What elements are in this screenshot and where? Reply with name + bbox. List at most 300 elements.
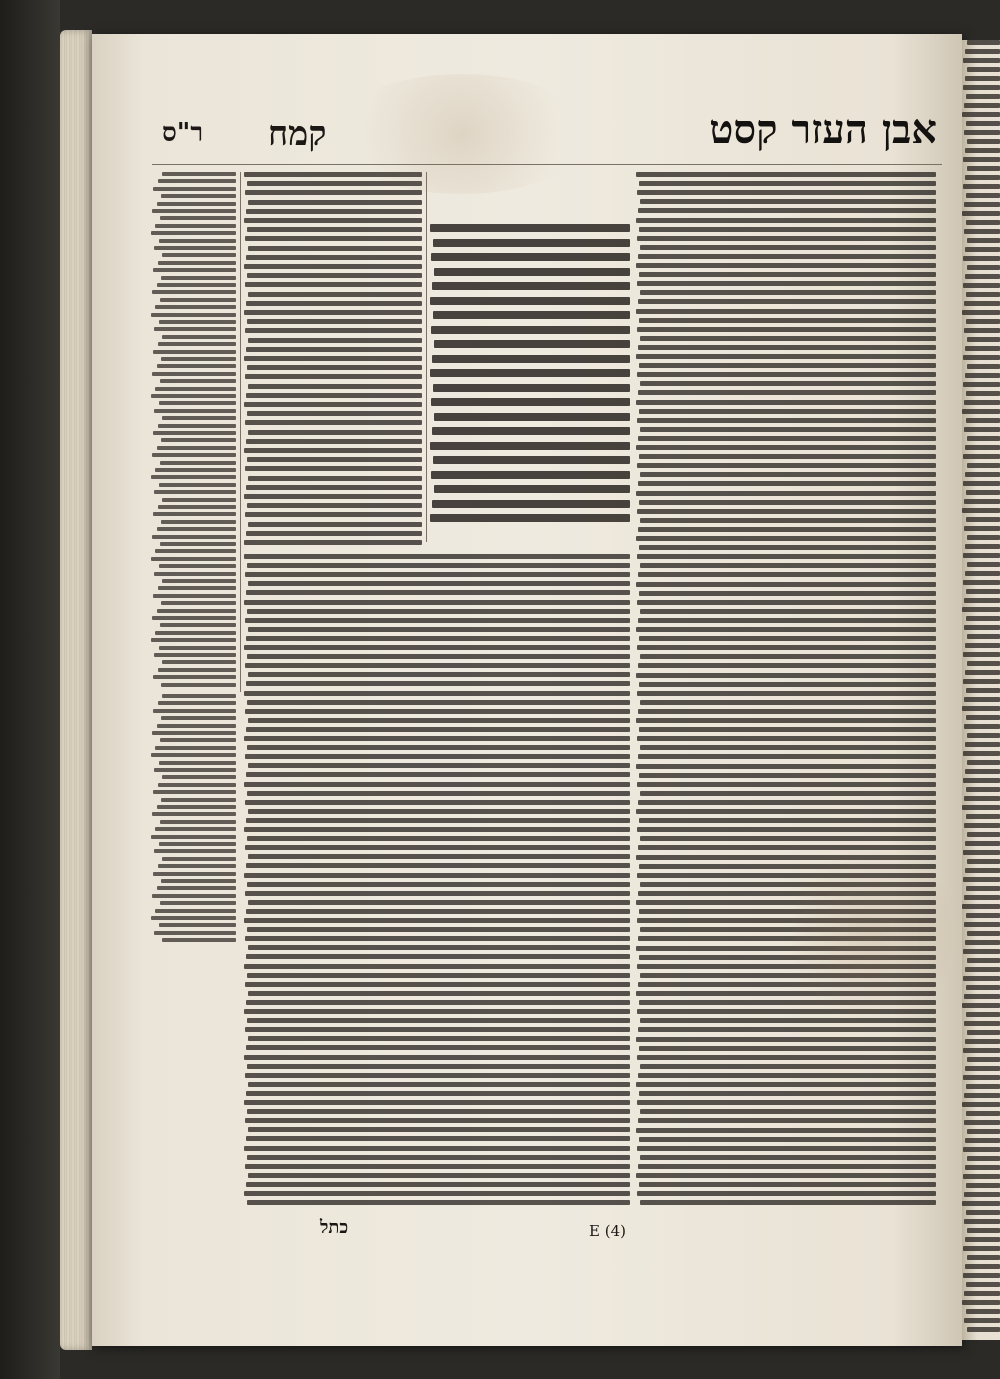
text-line [247,836,630,841]
text-line [434,485,630,493]
text-line [636,263,936,268]
text-line [966,688,1000,693]
text-line [245,420,422,425]
text-line [155,631,236,635]
text-line [247,745,630,750]
text-line [246,954,630,959]
text-line [160,379,236,383]
text-line [151,638,236,642]
text-line [637,190,936,195]
text-line [966,319,1000,324]
text-line [432,355,630,363]
text-line [244,736,630,741]
text-line [636,1128,936,1133]
text-line [967,931,1000,936]
text-line [245,328,422,333]
text-line [963,1147,1000,1152]
text-line [247,1200,630,1205]
text-line [967,562,1000,567]
text-line [162,172,236,176]
text-line [247,1064,630,1069]
text-line [245,845,630,850]
text-line [637,281,936,286]
text-line [963,1273,1000,1278]
text-line [246,681,630,686]
text-line [152,616,236,620]
text-line [151,835,236,839]
text-line [248,763,630,768]
text-line [158,342,236,346]
text-line [640,336,936,341]
text-line [638,481,936,486]
text-line [244,1146,630,1151]
text-line [162,416,236,420]
text-line [153,187,236,191]
text-line [639,1137,936,1142]
text-line [152,731,236,735]
text-line [967,535,1000,540]
text-line [247,791,630,796]
text-line [967,1156,1000,1161]
text-line [966,1111,1000,1116]
text-line [637,463,936,468]
text-line [965,1237,1000,1242]
text-line [637,691,936,696]
text-line [962,409,1000,414]
text-line [162,498,236,502]
text-line [967,634,1000,639]
text-line [162,579,236,583]
text-line [247,273,422,278]
text-line [636,354,936,359]
text-line [247,365,422,370]
text-line [965,544,1000,549]
text-line [248,246,422,251]
text-line [157,886,236,890]
text-line [637,509,936,514]
text-line [963,355,1000,360]
text-line [159,564,236,568]
text-line [636,1173,936,1178]
text-line [161,194,236,198]
text-line [155,468,236,472]
text-line [246,590,630,595]
text-line [155,224,236,228]
text-line [248,338,422,343]
text-line [639,1046,936,1051]
text-line [159,483,236,487]
text-line [245,572,630,577]
text-line [962,607,1000,612]
text-line [637,600,936,605]
text-line [638,527,936,532]
text-line [639,363,936,368]
text-line [966,787,1000,792]
text-line [246,1000,630,1005]
text-line [153,350,236,354]
text-line [962,805,1000,810]
text-line [963,652,1000,657]
text-line [246,1091,630,1096]
text-line [963,580,1000,585]
text-line [161,879,236,883]
text-line [636,1082,936,1087]
text-line [964,130,1000,135]
text-line [159,842,236,846]
text-line [244,1100,630,1105]
text-line [162,253,236,257]
text-line [640,745,936,750]
text-line [962,211,1000,216]
text-line [247,319,422,324]
text-line [967,67,1000,72]
text-line [246,727,630,732]
text-line [965,49,1000,54]
text-line [430,369,630,377]
text-line [245,663,630,668]
text-line [964,598,1000,603]
text-line [964,625,1000,630]
text-line [639,500,936,505]
text-line [431,326,630,334]
gloss-divider [240,172,241,692]
text-line [967,832,1000,837]
text-line [637,372,936,377]
text-line [151,753,236,757]
text-line [246,909,630,914]
text-line [431,253,630,261]
text-line [963,1075,1000,1080]
text-line [158,586,236,590]
text-line [966,1012,1000,1017]
text-line [433,311,630,319]
text-line [636,491,936,496]
text-line [963,850,1000,855]
text-line [159,646,236,650]
text-line [157,283,236,287]
text-line [640,381,936,386]
text-line [639,409,936,414]
text-line [640,1064,936,1069]
text-line [639,181,936,186]
text-line [964,526,1000,531]
text-line [967,1228,1000,1233]
book-binding [0,0,60,1379]
text-line [153,872,236,876]
text-line [153,709,236,713]
text-line [638,299,936,304]
text-line [638,436,936,441]
text-line [965,1039,1000,1044]
text-line [246,347,422,352]
main-text-upper [430,224,630,524]
text-line [244,1055,630,1060]
page-number: קמח [268,114,327,154]
text-line [967,958,1000,963]
text-line [430,297,630,305]
text-line [157,527,236,531]
text-line [431,398,630,406]
text-line [246,1045,630,1050]
text-line [157,609,236,613]
text-line [963,553,1000,558]
text-line [639,454,936,459]
text-line [638,572,936,577]
text-line [966,391,1000,396]
text-line [432,282,630,290]
text-line [966,220,1000,225]
text-line [964,103,1000,108]
text-line [430,514,630,522]
text-line [962,310,1000,315]
text-line [640,563,936,568]
text-line [636,582,936,587]
text-line [152,290,236,294]
text-line [160,216,236,220]
text-line [640,245,936,250]
text-line [964,1021,1000,1026]
lower-gloss-column [150,694,236,944]
lower-commentary-block [244,554,630,1214]
text-line [247,503,422,508]
text-line [965,940,1000,945]
text-line [964,994,1000,999]
text-line [966,913,1000,918]
text-line [638,800,936,805]
text-line [157,202,236,206]
text-line [247,563,630,568]
text-line [247,411,422,416]
text-line [246,772,630,777]
text-line [964,895,1000,900]
text-line [244,448,422,453]
text-line [966,292,1000,297]
text-line [155,549,236,553]
text-line [640,609,936,614]
text-line [248,809,630,814]
text-line [154,490,236,494]
text-line [152,535,236,539]
text-line [967,661,1000,666]
text-line [153,268,236,272]
text-line [963,382,1000,387]
text-line [640,654,936,659]
text-line [639,1091,936,1096]
text-line [966,193,1000,198]
text-line [245,1027,630,1032]
text-line [639,545,936,550]
text-line [965,742,1000,747]
text-line [245,1118,630,1123]
text-line [161,683,236,687]
text-line [962,508,1000,513]
text-line [152,372,236,376]
text-line [965,841,1000,846]
text-line [247,1155,630,1160]
text-line [244,645,630,650]
text-line [965,247,1000,252]
text-line [159,923,236,927]
text-line [244,782,630,787]
text-line [244,356,422,361]
text-line [967,1057,1000,1062]
text-line [965,643,1000,648]
text-line [434,340,630,348]
text-line [247,1109,630,1114]
text-line [966,94,1000,99]
text-line [151,231,236,235]
text-line [964,823,1000,828]
text-line [248,522,422,527]
text-line [248,1036,630,1041]
text-line [640,427,936,432]
text-line [244,1009,630,1014]
text-line [963,949,1000,954]
text-line [966,616,1000,621]
text-line [639,773,936,778]
text-line [967,463,1000,468]
text-line [637,736,936,741]
text-line [245,282,422,287]
text-line [963,751,1000,756]
text-line [152,894,236,898]
text-line [155,305,236,309]
text-line [638,208,936,213]
running-title: אבן העזר קסט [709,106,937,153]
text-line [158,261,236,265]
text-line [432,427,630,435]
text-line [245,466,422,471]
paper-stain [332,74,592,194]
text-line [637,645,936,650]
text-line [636,172,936,177]
text-line [159,239,236,243]
text-line [965,1165,1000,1170]
text-line [244,600,630,605]
text-line [246,863,630,868]
text-line [162,857,236,861]
text-line [637,236,936,241]
text-line [154,849,236,853]
text-line [246,1136,630,1141]
text-line [244,1191,630,1196]
text-line [966,814,1000,819]
text-line [964,1192,1000,1197]
text-line [159,401,236,405]
text-line [161,357,236,361]
text-line [248,672,630,677]
text-line [157,446,236,450]
text-line [153,512,236,516]
text-line [639,591,936,596]
text-line [244,873,630,878]
text-line [432,500,630,508]
text-line [158,783,236,787]
text-line [246,393,422,398]
text-line [967,1129,1000,1134]
text-line [963,454,1000,459]
text-line [967,859,1000,864]
text-line [637,782,936,787]
text-line [638,1073,936,1078]
text-line [245,512,422,517]
text-line [434,413,630,421]
text-line [964,1219,1000,1224]
text-line [158,179,236,183]
text-line [153,675,236,679]
text-line [640,518,936,523]
text-line [966,1282,1000,1287]
text-line [966,1084,1000,1089]
text-line [965,967,1000,972]
text-line [966,715,1000,720]
text-line [151,916,236,920]
book-page [92,34,962,1346]
text-line [639,727,936,732]
text-line [964,1093,1000,1098]
text-line [636,627,936,632]
text-line [244,310,422,315]
text-line [245,374,422,379]
text-line [245,236,422,241]
text-line [162,335,236,339]
text-line [247,1018,630,1023]
text-line [160,461,236,465]
text-line [637,418,936,423]
text-line [966,985,1000,990]
text-line [637,327,936,332]
text-line [963,1174,1000,1179]
text-line [158,701,236,705]
text-line [965,445,1000,450]
text-line [638,390,936,395]
text-line [245,709,630,714]
text-line [964,328,1000,333]
text-line [636,218,936,223]
text-line [639,636,936,641]
text-line [245,1164,630,1169]
text-line [966,1309,1000,1314]
text-line [964,697,1000,702]
text-line [638,254,936,259]
text-line [964,796,1000,801]
text-line [638,663,936,668]
text-line [155,746,236,750]
text-line [962,1300,1000,1305]
text-line [433,239,630,247]
text-line [966,1210,1000,1215]
text-line [161,438,236,442]
text-line [245,618,630,623]
text-line [157,724,236,728]
text-line [160,542,236,546]
text-line [636,764,936,769]
text-line [246,485,422,490]
text-line [244,540,422,545]
text-line [967,1327,1000,1332]
text-line [963,157,1000,162]
text-line [967,1030,1000,1035]
text-line [248,900,630,905]
text-line [965,148,1000,153]
text-line [433,456,630,464]
text-line [160,901,236,905]
text-line [967,733,1000,738]
text-line [967,337,1000,342]
text-line [638,1118,936,1123]
text-line [639,318,936,323]
text-line [962,1102,1000,1107]
